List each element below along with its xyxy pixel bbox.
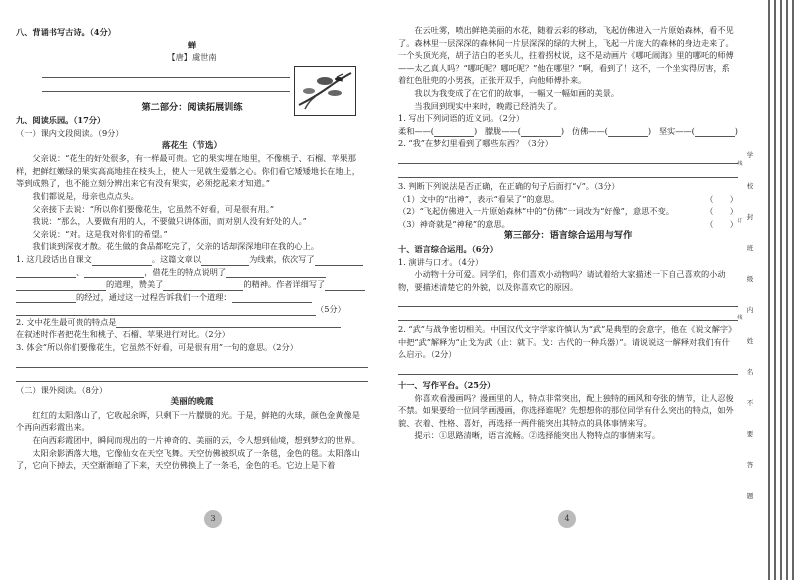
q11-text: 你喜欢看漫画吗？漫画里的人，特点非常突出，配上独特的画风和夸张的情节，让人忍俊不禁。如果要给一位同学画漫画，你选择谁呢？先想想你的那位同学有什么突出的特点，如外貌、衣着、性格、喜好，再选择一两件能突出其特点的具体事情来写。 [398,392,734,428]
part3-title: 第三部分：语言综合运用与写作 [503,230,633,242]
q9b-2-answer-line-2[interactable] [398,166,738,178]
q9-1-cont3: 的经过，通过这一过程告诉我们一个道理： [16,291,368,304]
passage-p5: 父亲说：“对。这是我对你们的希望。” [32,228,168,239]
synonym-3: 仿佛——( ) [571,125,652,136]
passage-p1: 父亲说：“花生的好处很多，有一样最可贵。它的果实埋在地里，不像桃子、石榴、苹果那样，把鲜红嫩绿的果实高高地挂在枝头上，使人一见就生爱慕之心。你们看它矮矮地长在地上，等到成熟了，也不能立刻分辨出来它有没有果实，必须挖起来才知道。” [16,153,360,189]
q9-1-blank-3[interactable] [315,256,363,266]
q8-title: 八、背诵书写古诗。（4分） [16,27,116,37]
poem-writing-area[interactable] [42,66,290,92]
q9-1-blank-2[interactable] [201,256,249,266]
q9-2-cont: 在叙述时作者把花生和桃子、石榴、苹果进行对比。（2分） [16,329,230,340]
passage2-title: 美丽的晚霞 [170,397,214,408]
q9-1-blank-1[interactable] [92,256,152,266]
q10-title: 十、语言综合运用。（6分） [398,243,498,254]
q9b-2: 2. “我”在梦幻里看到了哪些东西？（3分） [398,138,553,149]
q9-1-blank-8[interactable] [163,281,243,291]
binding-margin [738,0,800,580]
judge-1: （1）文中的“出神”，表示“看呆了”的意思。 （ ） [398,193,738,204]
page-number-3: 3 [204,510,222,528]
page-3 [16,0,368,472]
q9-1-cont2: 的道理，赞美了 的精神。作者详细写了 [16,278,368,291]
binding-stripe-1 [768,0,770,580]
synonym-2: 朦胧——( ) [484,125,565,136]
q9-3: 3. 体会“所以你们要像花生，它虽然不好看，可是很有用”一句的意思。（2分） [16,342,298,353]
passage2-p2: 在向西彩霞团中，瞬间而现出的一片神奇的、美丽的云，令人想到仙境，想到梦幻的世界。 [32,435,360,446]
judge-3: （3）神奇就是“神秘”的意思。 （ ） [398,218,738,229]
q9-1-blank-6[interactable] [226,268,326,278]
cicada-illustration [294,66,356,116]
synonym-1-input[interactable] [434,127,474,137]
q10-1-answer-line-2[interactable] [398,309,738,321]
poem-title: 蝉 [187,39,197,50]
q9-1-blank-7[interactable] [16,281,106,291]
judge-2-box[interactable]: （ ） [705,206,738,217]
synonym-3-input[interactable] [608,127,648,137]
judge-1-box[interactable]: （ ） [705,193,738,204]
in-class-reading-title: （一）课内文段阅读。（9分） [16,127,124,138]
q9-1-cont: 、 ，借花生的特点说明了 [16,266,368,279]
q9-1-blank-4[interactable] [16,268,76,278]
q9-1-blank-12[interactable] [16,306,316,316]
q11-tip: 提示：①思路清晰，语言流畅。②选择能突出人物特点的事情来写。 [414,430,661,441]
passage-title: 落花生（节选） [161,140,223,151]
q11-title: 十一、写作平台。（25分） [398,380,496,391]
spine-mini: 线 订 线 [737,161,743,321]
binding-stripe-5 [792,0,794,580]
passage-p3: 父亲接下去说：“所以你们要像花生，它虽然不好看，可是很有用。” [32,203,275,214]
judge-3-box[interactable]: （ ） [705,218,738,229]
q9-1-blank-5[interactable] [84,268,144,278]
poem-line-2[interactable] [42,80,290,92]
q9-2: 2. 文中花生最可贵的特点是 [16,316,368,329]
q9b-1: 1. 写出下列词语的近义词。（2分） [398,113,525,124]
binding-stripe-3 [780,0,782,580]
passage2-p3: 太阳余影洒落大地，它像仙女在天空飞舞。天空仿佛被织成了一条毯，金色的毯。太阳落山了，它向下掉去，天空渐渐暗了下来，天空仿佛换上了一条毛，金色的毛。它边上是下着 [16,447,360,471]
synonym-1: 柔和——( ) [398,125,478,136]
q9-1-blank-10[interactable] [16,293,76,303]
passage2-p1: 红红的太阳落山了，它收起余晖，只剩下一片朦胧的光。于是，鲜艳的火球，颜色金黄像是个再向西彩霞出来。 [16,409,360,433]
poem-line-1[interactable] [42,66,290,78]
q10-1-answer-line-1[interactable] [398,295,738,307]
q9-3-answer-line-1[interactable] [16,356,368,368]
q9b-2-answer-line-1[interactable] [398,152,738,164]
passage-p4: 我说：“那么，人要做有用的人，不要做只讲体面，而对别人没有好处的人。” [32,216,307,227]
spine-labels: 学 校 封 班 级 内 姓 名 不 要 答 题 [746,151,754,500]
q10-2-answer-line[interactable] [398,363,738,375]
part2-title: 第二部分：阅读拓展训练 [141,101,243,113]
passage-p2: 我们都说是，母亲也点点头。 [32,190,139,201]
passage2-cont2: 我以为我变成了在它们的故事，一幅又一幅如画的美景。 [414,87,620,98]
q9-1-blank-9[interactable] [325,281,365,291]
passage2-cont3: 当我回到现实中来时，晚霞已经消失了。 [414,100,562,111]
binding-stripe-4 [786,0,788,580]
passage2-cont: 在云吐雾，喷出鲜艳美丽的水花，随着云彩的移动，飞起仿佛进入一片原始森林，看不见了。森林里一层深深的森林间一片层深深的绿的大树上，飞起一片庞大的森林的身边走来了。一个头顶光亮，胡子洁白的老头儿，拄着拐杖说，这不是动画片《哪吒闹海》里的哪吒的师傅——太乙真人吗？“哪吒呢？哪吒呢？”他在哪里？”啊，看到了！这不，一个坐实得厉害，系着红色肚兜的小男孩，正张开双手，向他师傅扑来。 [398,25,734,86]
q9b-3: 3. 判断下列说法是否正确，在正确的句子后面打“√”。（3分） [398,180,620,191]
synonym-row [398,125,738,138]
q9-1-blank-11[interactable] [232,293,312,303]
q9-2-blank[interactable] [116,318,341,328]
q10-1: 1. 演讲与口才。（4分） [398,256,484,267]
judge-2: （2）“飞起仿佛进入一片原始森林”中的“仿佛”一词改为“好像”，意思不变。 （ ） [398,206,738,217]
cicada-branch-icon [295,67,355,115]
q9-3-answer-line-2[interactable] [16,370,368,382]
out-class-reading-title: （二）课外阅读。（8分） [16,384,108,395]
binding-stripe-2 [774,0,776,580]
synonym-2-input[interactable] [521,127,561,137]
q9-title: 九、阅读乐园。（17分） [16,115,106,126]
page-4 [398,0,738,442]
synonym-4-input[interactable] [695,127,735,137]
poem-author: 【唐】虞世南 [167,52,217,63]
q10-2: 2. “武”与战争密切相关。中国汉代文字学家许慎认为“武”是典型的会意字，他在《说文解字》中把“武”解释为“止戈为武（止：就下。戈：古代的一种兵器）”。请说说这一解释对我们有什么启示。（2分） [398,324,737,360]
q9-1-cont4: （5分） [16,303,368,316]
q9-1: 1. 这几段话出自课文 。这篇文章以 为线索，依次写了 [16,253,368,266]
page-number-4: 4 [558,510,576,528]
synonym-4: 坚实——( ) [658,125,738,136]
q10-1-text: 小动物十分可爱。同学们，你们喜欢小动物吗？请试着给大家描述一下自己喜欢的小动物，要描述清楚它的外貌，以及你喜欢它的原因。 [398,269,726,292]
passage-p6: 我们谈到深夜才散。花生做的食品都吃完了，父亲的话却深深地印在我的心上。 [32,241,319,252]
